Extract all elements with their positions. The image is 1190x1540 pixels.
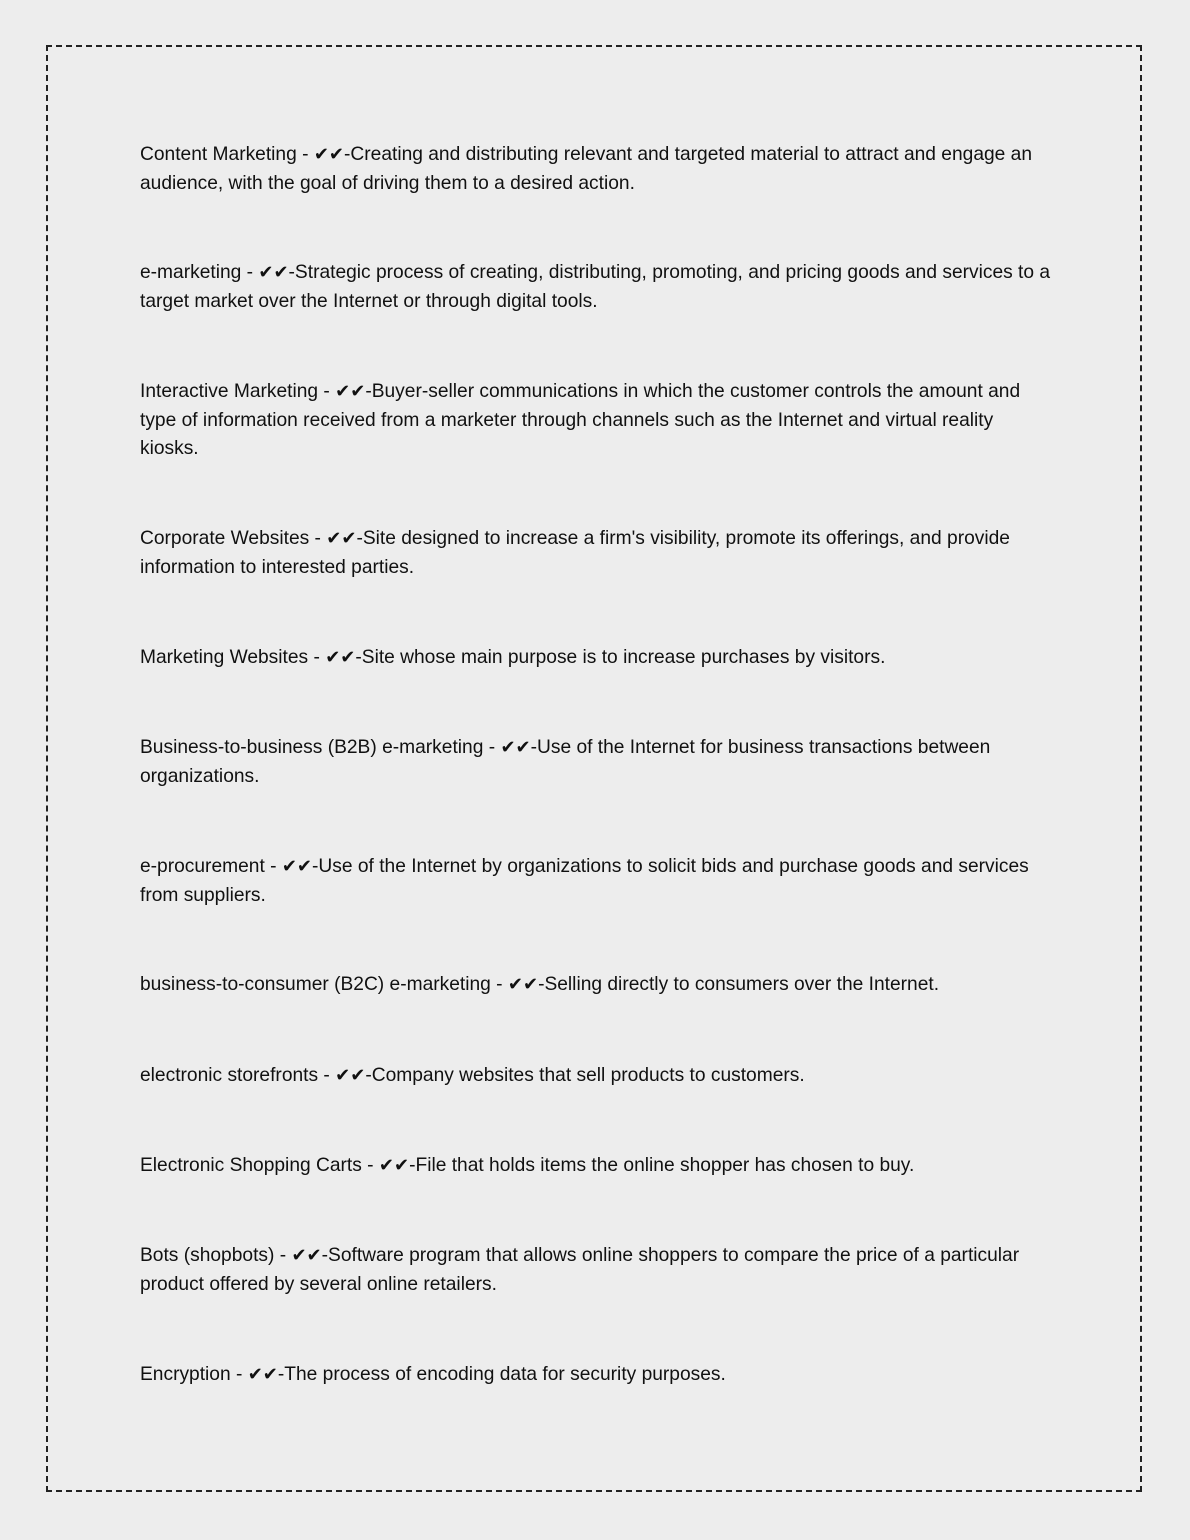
term: Business-to-business (B2B) e-marketing (140, 737, 484, 758)
double-check-icon: ✔✔ (507, 974, 539, 995)
definition: -Use of the Internet by organizations to solicit bids and purchase goods and services from suppliers. (140, 856, 1029, 906)
definition: -Creating and distributing relevant and targeted material to attract and engage an audience, with the goal of driving them to a desired action. (140, 144, 1033, 194)
double-check-icon: ✔✔ (281, 856, 313, 877)
term: Electronic Shopping Carts (140, 1155, 362, 1176)
flashcard-entry (140, 1242, 1055, 1299)
double-check-icon: ✔✔ (335, 381, 366, 402)
separator: - (318, 1065, 336, 1086)
definition: -Selling directly to consumers over the Internet. (538, 974, 940, 995)
double-check-icon: ✔✔ (291, 1245, 322, 1266)
definition: -Buyer-seller communications in which the customer controls the amount and type of information received from a marketer through channels such as the Internet and virtual reality kiosks. (140, 381, 1021, 460)
double-check-icon: ✔✔ (247, 1364, 278, 1385)
double-check-icon: ✔✔ (258, 262, 289, 283)
flashcard-entry (140, 525, 1055, 582)
term: e-procurement (140, 856, 265, 877)
term: Marketing Websites (140, 647, 309, 668)
separator: - (483, 737, 501, 758)
flashcard-entry (140, 853, 1055, 910)
separator: - (264, 856, 282, 877)
term: Encryption (140, 1364, 231, 1385)
double-check-icon: ✔✔ (326, 528, 357, 549)
separator: - (308, 647, 326, 668)
flashcard-entry (140, 644, 1055, 673)
double-check-icon: ✔✔ (378, 1155, 410, 1176)
definition: -Site whose main purpose is to increase purchases by visitors. (355, 647, 886, 668)
term: electronic storefronts (140, 1065, 319, 1086)
definition: -Site designed to increase a firm's visibility, promote its offerings, and provide information to interested parties. (140, 528, 1010, 578)
term: Interactive Marketing (140, 381, 319, 402)
separator: - (361, 1155, 379, 1176)
separator: - (274, 1245, 292, 1266)
definition: -Software program that allows online shoppers to compare the price of a particular product offered by several online retailers. (140, 1245, 1020, 1295)
separator: - (309, 528, 327, 549)
separator: - (296, 144, 314, 165)
flashcard-entry (140, 971, 1055, 1000)
separator: - (318, 381, 336, 402)
separator: - (230, 1364, 248, 1385)
flashcard-entry (140, 1062, 1055, 1091)
separator: - (490, 974, 508, 995)
double-check-icon: ✔✔ (325, 647, 356, 668)
separator: - (241, 262, 259, 283)
term: business-to-consumer (B2C) e-marketing (140, 974, 491, 995)
flashcard-entry (140, 259, 1055, 316)
definition: -File that holds items the online shopper has chosen to buy. (409, 1155, 915, 1176)
term: Content Marketing (140, 144, 297, 165)
double-check-icon: ✔✔ (500, 737, 531, 758)
term: e-marketing (140, 262, 242, 283)
term: Bots (shopbots) (140, 1245, 275, 1266)
definition: -Strategic process of creating, distributing, promoting, and pricing goods and services to a target market over the Internet or through digital tools. (140, 262, 1051, 312)
flashcard-entry (140, 1152, 1055, 1181)
flashcard-entry (140, 141, 1055, 198)
double-check-icon: ✔✔ (335, 1065, 366, 1086)
flashcard-entry (140, 734, 1055, 791)
flashcard-entry (140, 378, 1055, 464)
flashcard-entry (140, 1361, 1055, 1390)
term: Corporate Websites (140, 528, 310, 549)
definition: -Company websites that sell products to customers. (365, 1065, 805, 1086)
definition: -Use of the Internet for business transactions between organizations. (140, 737, 991, 787)
definition: -The process of encoding data for security purposes. (277, 1364, 726, 1385)
double-check-icon: ✔✔ (313, 144, 345, 165)
